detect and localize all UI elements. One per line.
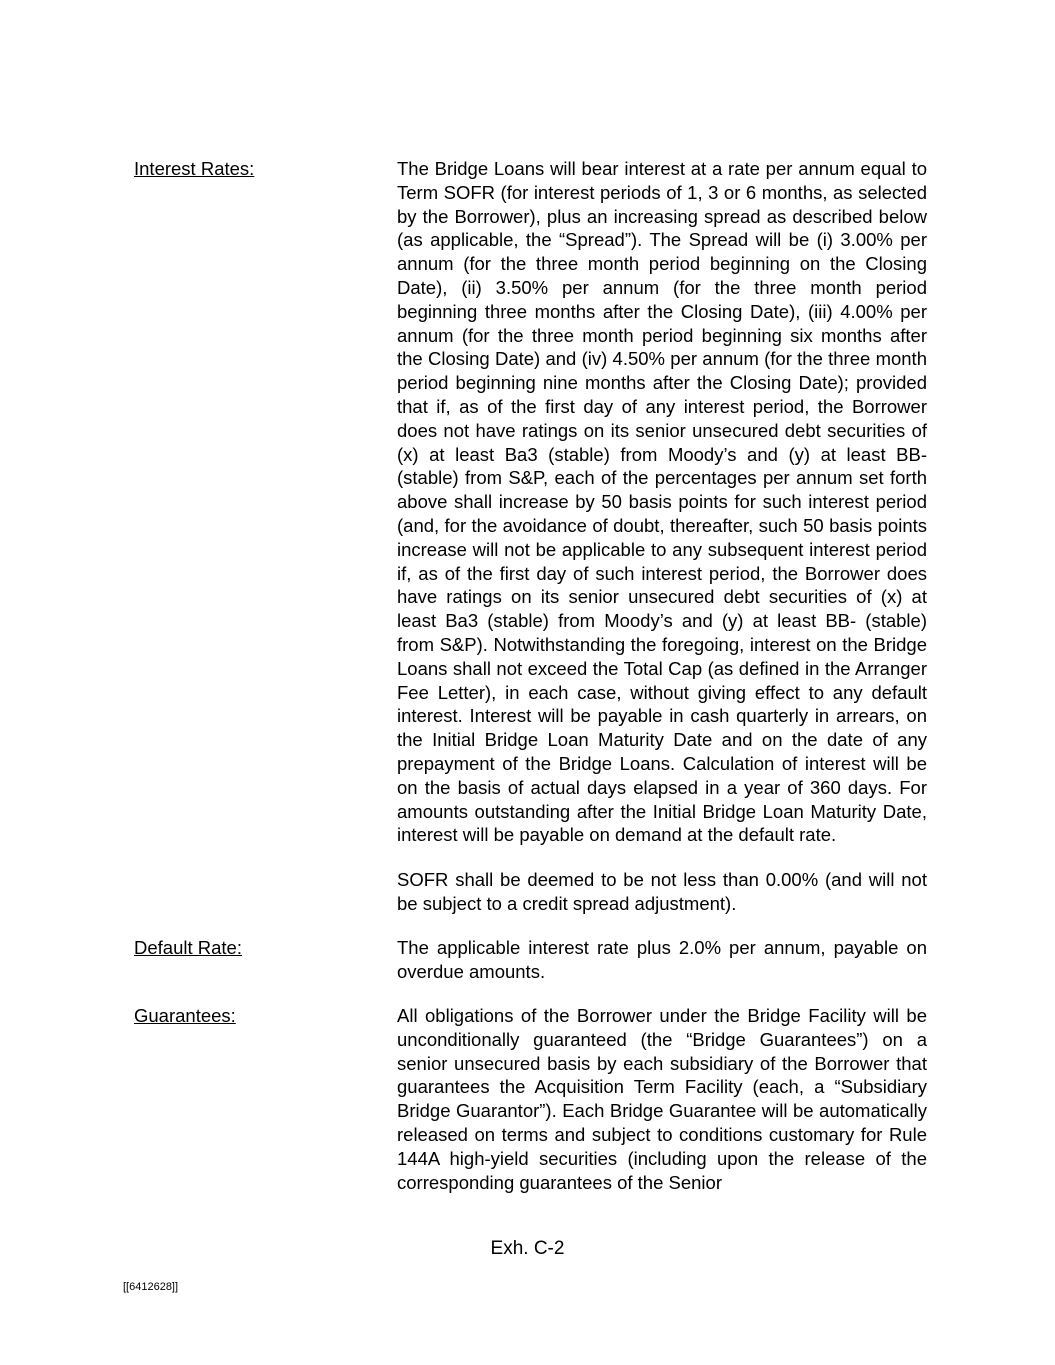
- guarantees-label: Guarantees:: [134, 1005, 236, 1026]
- guarantees-paragraph: All obligations of the Borrower under the Bridge Facility will be unconditionally guaranteed (the “Bridge Guarantees”) on a senior unsecured basis by each subsidiary of the Borrower that guarantees the Acquisition Term Facility (each, a “Subsidiary Bridge Guarantor”). Each Bridge Guarantee will be automatically released on terms and subject to conditions customary for Rule 144A high-yield securities (including upon the release of the corresponding guarantees of the Senior: [397, 1005, 927, 1193]
- default-rate-paragraph: The applicable interest rate plus 2.0% per annum, payable on overdue amounts.: [397, 937, 927, 982]
- sofr-floor-paragraph: SOFR shall be deemed to be not less than 0.00% (and will not be subject to a credit spread adjustment).: [397, 869, 927, 914]
- page-number: Exh. C-2: [490, 1238, 565, 1259]
- document-id: [[6412628]]: [123, 1281, 179, 1293]
- interest-rates-paragraph: The Bridge Loans will bear interest at a rate per annum equal to Term SOFR (for interest periods of 1, 3 or 6 months, as selected by the Borrower), plus an increasing spread as described below (as applicable, the “Spread”). The Spread will be (i) 3.00% per annum (for the three month period beginning on the Closing Date), (ii) 3.50% per annum (for the three month period beginning three months after the Closing Date), (iii) 4.00% per annum (for the three month period beginning six months after the Closing Date) and (iv) 4.50% per annum (for the three month period beginning nine months after the Closing Date); provided that if, as of the first day of any interest period, the Borrower does not have ratings on its senior unsecured debt securities of (x) at least Ba3 (stable) from Moody’s and (y) at least BB- (stable) from S&P, each of the percentages per annum set forth above shall increase by 50 basis points for such interest period (and, for the avoidance of doubt, thereafter, such 50 basis points increase will not be applicable to any subsequent interest period if, as of the first day of such interest period, the Borrower does have ratings on its senior unsecured debt securities of (x) at least Ba3 (stable) from Moody’s and (y) at least BB- (stable) from S&P). Notwithstanding the foregoing, interest on the Bridge Loans shall not exceed the Total Cap (as defined in the Arranger Fee Letter), in each case, without giving effect to any default interest. Interest will be payable in cash quarterly in arrears, on the Initial Bridge Loan Maturity Date and on the date of any prepayment of the Bridge Loans. Calculation of interest will be on the basis of actual days elapsed in a year of 360 days. For amounts outstanding after the Initial Bridge Loan Maturity Date, interest will be payable on demand at the default rate.: [397, 158, 927, 846]
- interest-rates-label: Interest Rates:: [134, 158, 255, 179]
- default-rate-label: Default Rate:: [134, 937, 242, 958]
